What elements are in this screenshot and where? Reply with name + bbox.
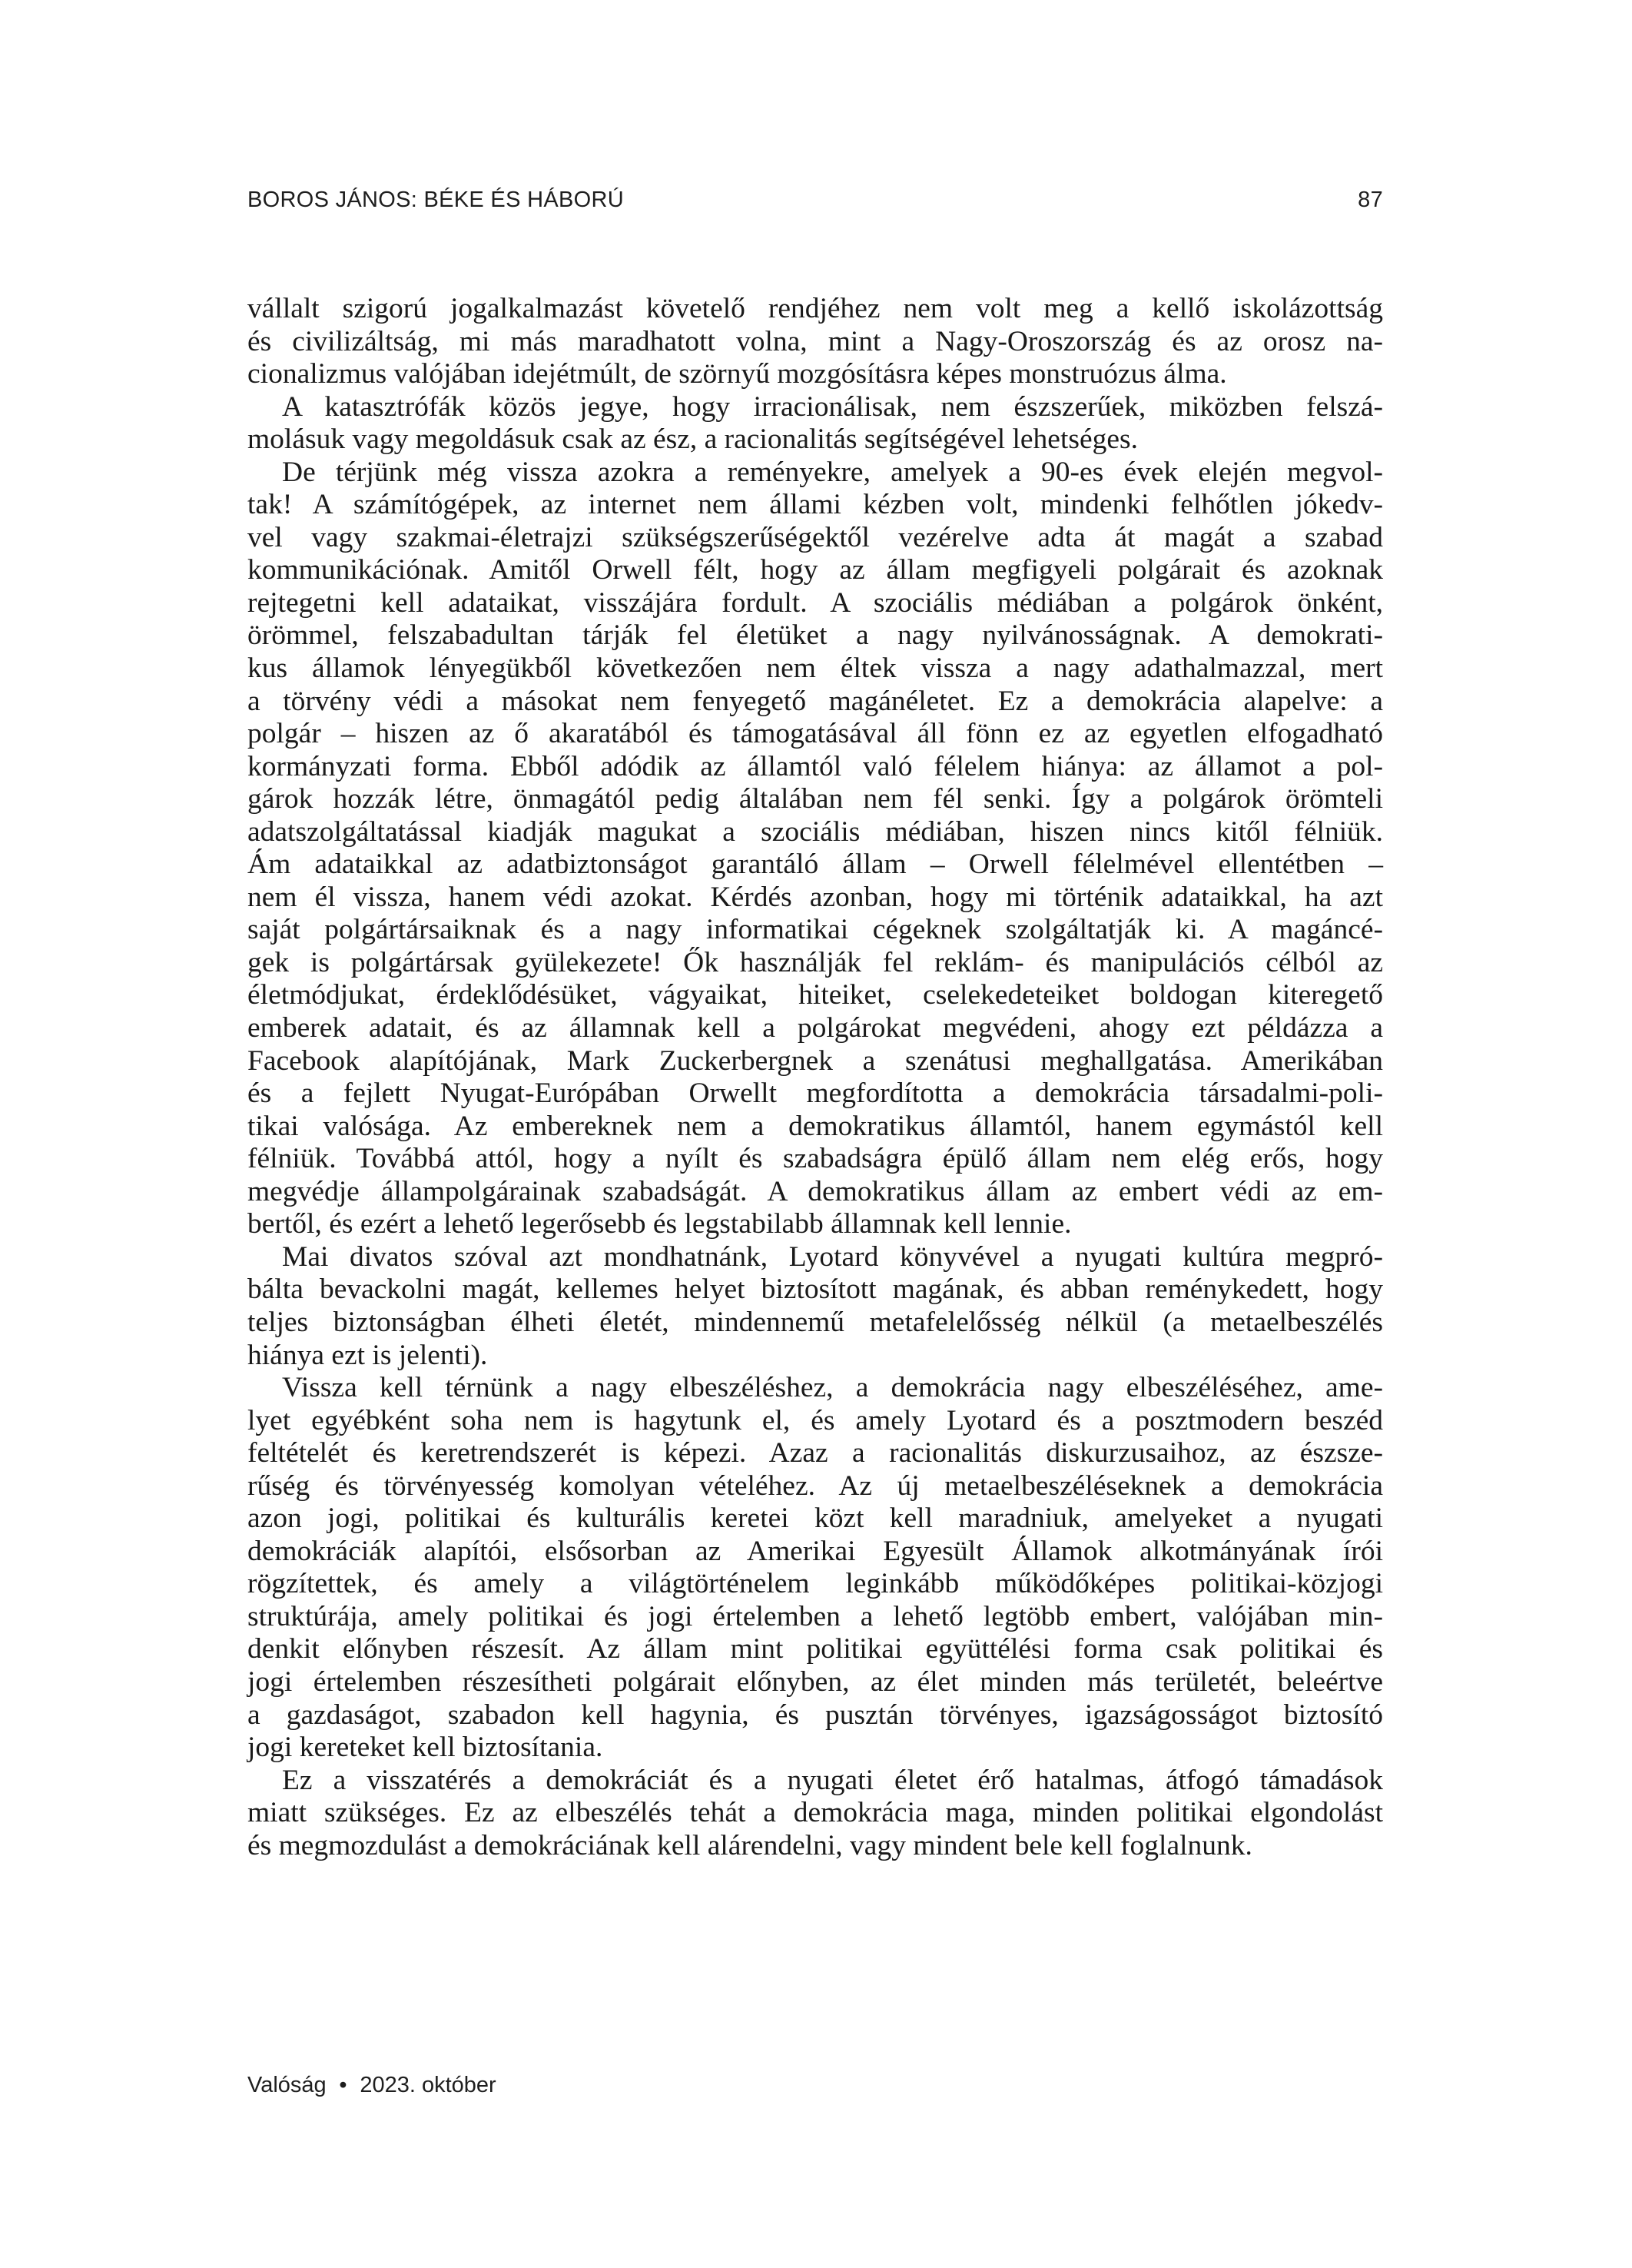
paragraph [247, 1372, 1383, 1765]
text-line: hiánya ezt is jelenti). [247, 1339, 488, 1371]
text-line: és civilizáltság, mi más maradhatott volna, mint a Nagy-Oroszország és az orosz na- [247, 325, 1383, 357]
text-line: Vissza kell térnünk a nagy elbeszéléshez, a demokrácia nagy elbeszéléséhez, ame- [282, 1372, 1383, 1404]
journal-name: Valóság [247, 2073, 327, 2097]
text-line: életmódjukat, érdeklődésüket, vágyaikat, hiteiket, cselekedeteiket boldogan kiteregető [247, 979, 1383, 1011]
page-footer [247, 2073, 496, 2098]
text-line: Mai divatos szóval azt mondhatnánk, Lyotard könyvével a nyugati kultúra megpró- [282, 1240, 1383, 1273]
text-line: feltételét és keretrendszerét is képezi. Azaz a racionalitás diskurzusaihoz, az észsze- [247, 1437, 1383, 1469]
text-line: kus államok lényegükből következően nem éltek vissza a nagy adathalmazzal, mert [247, 653, 1383, 685]
text-line: Ám adataikkal az adatbiztonságot garantáló állam – Orwell félelmével ellentétben – [247, 848, 1383, 881]
text-line: nem él vissza, hanem védi azokat. Kérdés azonban, hogy mi történik adataikkal, ha azt [247, 881, 1383, 913]
text-line: De térjünk még vissza azokra a reményekre, amelyek a 90-es évek elején megvol- [282, 456, 1383, 488]
text-line: tikai valósága. Az embereknek nem a demokratikus államtól, hanem egymástól kell [247, 1110, 1383, 1142]
paragraph [247, 293, 1383, 391]
body-text [247, 293, 1383, 1862]
text-line: rögzítettek, és amely a világtörténelem leginkább működőképes politikai-közjogi [247, 1568, 1383, 1600]
text-line: teljes biztonságban élheti életét, mindennemű metafelelősség nélkül (a metaelbeszélés [247, 1306, 1383, 1338]
text-line: molásuk vagy megoldásuk csak az ész, a racionalitás segítségével lehetséges. [247, 423, 1138, 456]
text-line: cionalizmus valójában idejétmúlt, de szörnyű mozgósításra képes monstruózus álma. [247, 358, 1227, 390]
text-line: struktúrája, amely politikai és jogi értelemben a lehető legtöbb embert, valójában min- [247, 1600, 1383, 1632]
issue-date: 2023. október [360, 2073, 496, 2097]
text-line: Ez a visszatérés a demokráciát és a nyugati életet érő hatalmas, átfogó támadások [282, 1764, 1383, 1796]
text-line: gárok hozzák létre, önmagától pedig általában nem fél senki. Így a polgárok örömteli [247, 783, 1383, 815]
text-line: rűség és törvényesség komolyan vételéhez. Az új metaelbeszéléseknek a demokrácia [247, 1469, 1383, 1502]
text-line: bertől, és ezért a lehető legerősebb és legstabilabb államnak kell lennie. [247, 1208, 1072, 1240]
footer-separator: • [339, 2073, 347, 2097]
text-line: rejtegetni kell adataikat, visszájára fordult. A szociális médiában a polgárok önként, [247, 586, 1383, 619]
text-line: azon jogi, politikai és kulturális keretei közt kell maradniuk, amelyeket a nyugati [247, 1503, 1383, 1535]
paragraph [247, 1241, 1383, 1372]
text-line: gek is polgártársak gyülekezete! Ők használják fel reklám- és manipulációs célból az [247, 946, 1383, 978]
text-line: a törvény védi a másokat nem fenyegető magánéletet. Ez a demokrácia alapelve: a [247, 685, 1383, 717]
text-line: adatszolgáltatással kiadják magukat a szociális médiában, hiszen nincs kitől félniük. [247, 815, 1383, 848]
text-line: jogi kereteket kell biztosítania. [247, 1732, 603, 1764]
paragraph [247, 1765, 1383, 1863]
text-line: emberek adatait, és az államnak kell a polgárokat megvédeni, ahogy ezt példázza a [247, 1012, 1383, 1044]
running-header [247, 188, 1383, 213]
text-line: miatt szükséges. Ez az elbeszélés tehát a demokrácia maga, minden politikai elgondolást [247, 1797, 1383, 1829]
text-line: kommunikációnak. Amitől Orwell félt, hogy az állam megfigyeli polgárait és azoknak [247, 554, 1383, 586]
text-line: a gazdaságot, szabadon kell hagynia, és pusztán törvényes, igazságosságot biztosító [247, 1699, 1383, 1731]
text-line: polgár – hiszen az ő akaratából és támogatásával áll fönn ez az egyetlen elfogadható [247, 718, 1383, 750]
text-line: és a fejlett Nyugat-Európában Orwellt megfordította a demokrácia társadalmi-poli- [247, 1078, 1383, 1110]
paragraph [247, 391, 1383, 457]
text-line: jogi értelemben részesítheti polgárait előnyben, az élet minden más területét, beleértve [247, 1665, 1383, 1698]
text-line: A katasztrófák közös jegye, hogy irracionálisak, nem észszerűek, miközben felszá- [282, 390, 1383, 423]
text-line: saját polgártársaiknak és a nagy informatikai cégeknek szolgáltatják ki. A magáncé- [247, 914, 1383, 946]
text-line: Facebook alapítójának, Mark Zuckerbergnek a szenátusi meghallgatása. Amerikában [247, 1044, 1383, 1077]
page-number: 87 [1358, 188, 1383, 212]
text-line: bálta bevackolni magát, kellemes helyet biztosított magának, és abban reménykedett, hogy [247, 1273, 1383, 1306]
text-line: kormányzati forma. Ebből adódik az államtól való félelem hiánya: az államot a pol- [247, 750, 1383, 782]
text-line: demokráciák alapítói, elsősorban az Amerikai Egyesült Államok alkotmányának írói [247, 1535, 1383, 1567]
running-title: BOROS JÁNOS: BÉKE ÉS HÁBORÚ [247, 188, 624, 212]
text-line: megvédje állampolgárainak szabadságát. A demokratikus állam az embert védi az em- [247, 1175, 1383, 1207]
text-line: és megmozdulást a demokráciának kell alárendelni, vagy mindent bele kell foglalnunk. [247, 1829, 1252, 1861]
text-line: tak! A számítógépek, az internet nem állami kézben volt, mindenki felhőtlen jókedv- [247, 489, 1383, 521]
paragraph [247, 457, 1383, 1241]
text-line: örömmel, felszabadultan tárják fel életüket a nagy nyilvánosságnak. A demokrati- [247, 619, 1383, 652]
text-line: vállalt szigorú jogalkalmazást követelő rendjéhez nem volt meg a kellő iskolázottság [247, 293, 1383, 324]
text-line: denkit előnyben részesít. Az állam mint politikai együttélési forma csak politikai és [247, 1633, 1383, 1665]
text-line: vel vagy szakmai-életrajzi szükségszerűségektől vezérelve adta át magát a szabad [247, 521, 1383, 553]
text-line: félniük. Továbbá attól, hogy a nyílt és szabadságra épülő állam nem elég erős, hogy [247, 1143, 1383, 1175]
text-line: lyet egyébként soha nem is hagytunk el, és amely Lyotard és a posztmodern beszéd [247, 1404, 1383, 1436]
